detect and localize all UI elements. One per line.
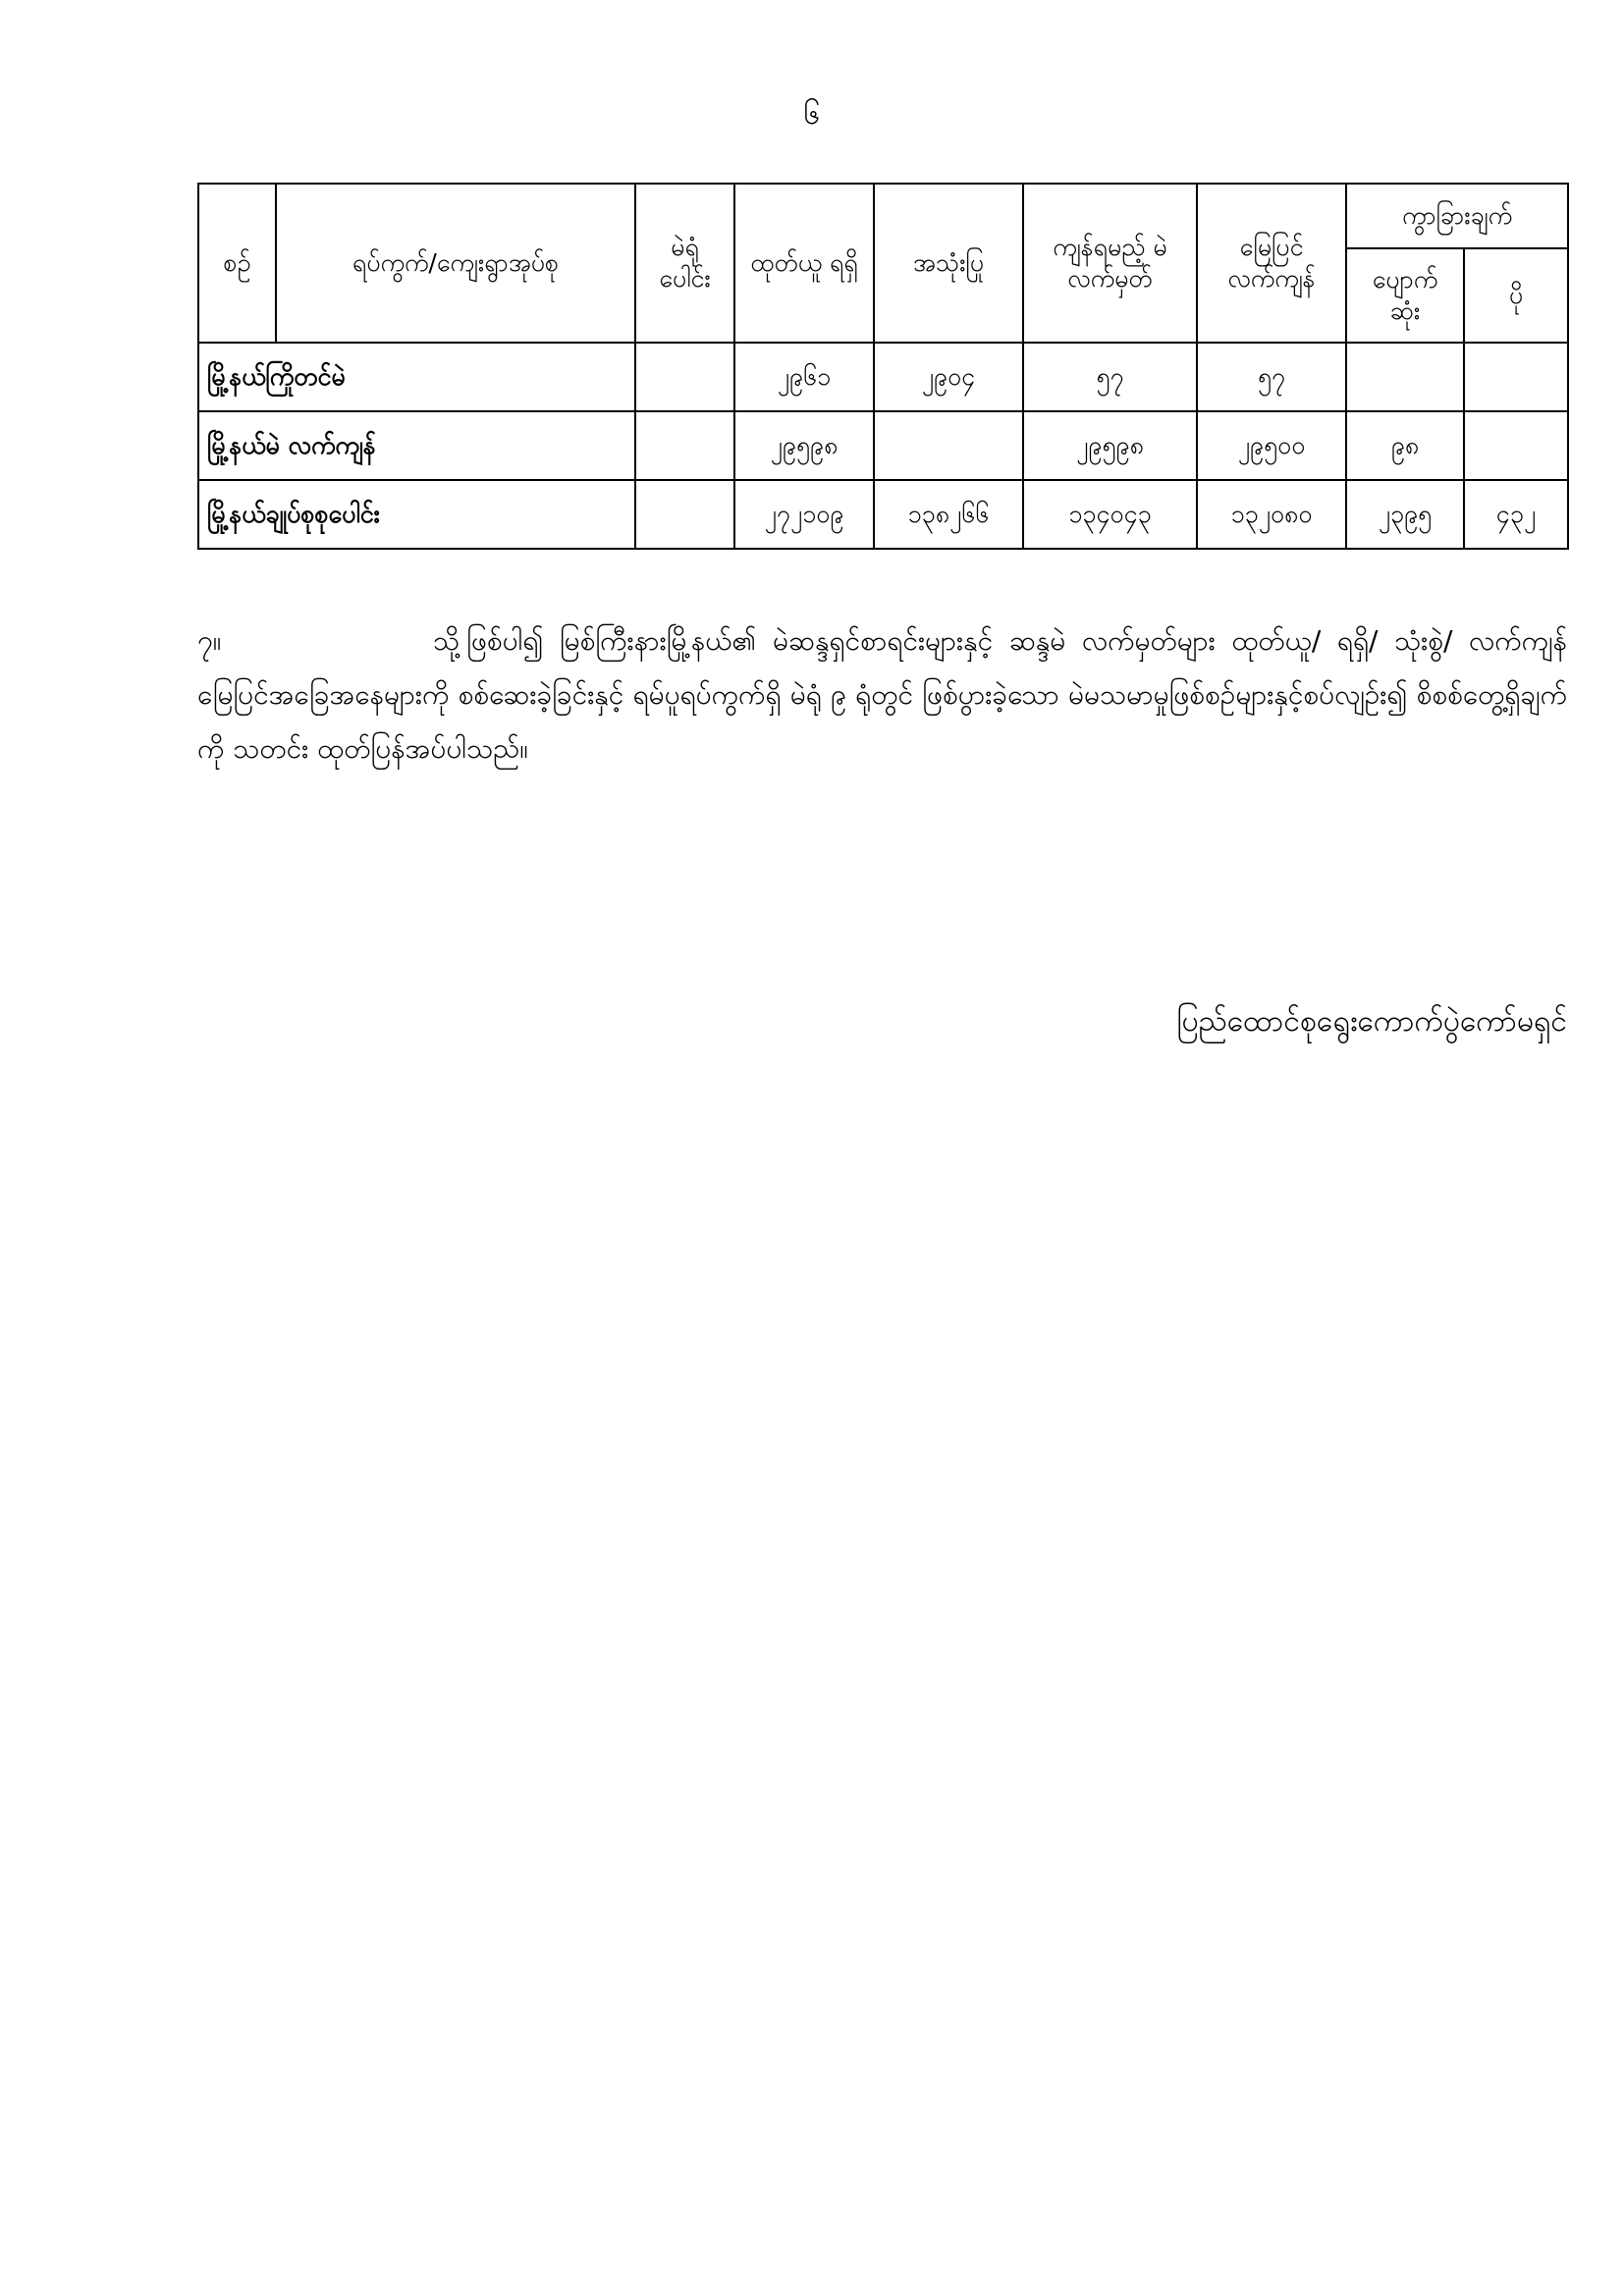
header-name: ရပ်ကွက်/ကျေးရွာအုပ်စု <box>276 184 635 343</box>
header-excess: ပို <box>1464 248 1568 343</box>
page-number: ၆ <box>803 97 821 132</box>
row-collected-received: ၂၉၅၉၈ <box>734 411 874 480</box>
row-ballot-box-total <box>635 480 734 549</box>
row-ballot-box-total <box>635 411 734 480</box>
row-excess <box>1464 343 1568 411</box>
header-collected-received: ထုတ်ယူ ရရှိ <box>734 184 874 343</box>
row-collected-received: ၂၉၆၁ <box>734 343 874 411</box>
signature: ပြည်ထောင်စုရွေးကောက်ပွဲကော်မရှင် <box>1176 1004 1567 1039</box>
header-used: အသုံးပြု <box>874 184 1023 343</box>
row-actual-remaining: ၂၉၅၀၀ <box>1197 411 1346 480</box>
row-remaining-ballots: ၂၉၅၉၈ <box>1023 411 1197 480</box>
row-actual-remaining: ၅၇ <box>1197 343 1346 411</box>
row-lost: ၂၃၉၅ <box>1346 480 1464 549</box>
row-remaining-ballots: ၁၃၄၀၄၃ <box>1023 480 1197 549</box>
header-ballot-box-total: မဲရုံ ပေါင်း <box>635 184 734 343</box>
row-remaining-ballots: ၅၇ <box>1023 343 1197 411</box>
header-difference: ကွာခြားချက် <box>1346 184 1568 248</box>
row-name: မြို့နယ်ကြိုတင်မဲ <box>198 343 635 411</box>
table-row <box>198 411 1568 480</box>
row-used: ၂၉၀၄ <box>874 343 1023 411</box>
header-actual-remaining: မြေပြင် လက်ကျန် <box>1197 184 1346 343</box>
row-used: ၁၃၈၂၆၆ <box>874 480 1023 549</box>
row-excess <box>1464 411 1568 480</box>
row-name: မြို့နယ်မဲ လက်ကျန် <box>198 411 635 480</box>
table-row <box>198 343 1568 411</box>
row-lost <box>1346 343 1464 411</box>
row-lost: ၉၈ <box>1346 411 1464 480</box>
header-lost: ပျောက် ဆုံး <box>1346 248 1464 343</box>
header-serial: စဉ် <box>198 184 276 343</box>
paragraph-number: ၇။ <box>197 624 222 657</box>
ballot-tally-table <box>197 183 1569 550</box>
row-name: မြို့နယ်ချုပ်စုစုပေါင်း <box>198 480 635 549</box>
row-actual-remaining: ၁၃၂၀၈၀ <box>1197 480 1346 549</box>
row-ballot-box-total <box>635 343 734 411</box>
body-paragraph <box>197 614 1567 775</box>
table-row <box>198 480 1568 549</box>
row-excess: ၄၃၂ <box>1464 480 1568 549</box>
row-collected-received: ၂၇၂၁၀၉ <box>734 480 874 549</box>
table-header-row <box>198 184 1568 248</box>
paragraph-text: သို့ဖြစ်ပါ၍ မြစ်ကြီးနားမြို့နယ်၏ မဲဆန္ဒရှင်စာရင်းများနှင့် ဆန္ဒမဲ လက်မှတ်များ ထုတ်ယူ/ ရရှိ/ သုံးစွဲ/ လက်ကျန် မြေပြင်အခြေအနေများကို စစ်ဆေးခဲ့ခြင်းနှင့် ရမ်ပူရပ်ကွက်ရှိ မဲရုံ ၉ ရုံတွင် ဖြစ်ပွားခဲ့သော မဲမသမာမှုဖြစ်စဉ်များနှင့်စပ်လျဉ်း၍ စိစစ်တွေ့ရှိချက်ကို သတင်း ထုတ်ပြန်အပ်ပါသည်။ <box>197 624 1567 765</box>
row-used <box>874 411 1023 480</box>
header-remaining-ballots: ကျန်ရမည့် မဲလက်မှတ် <box>1023 184 1197 343</box>
